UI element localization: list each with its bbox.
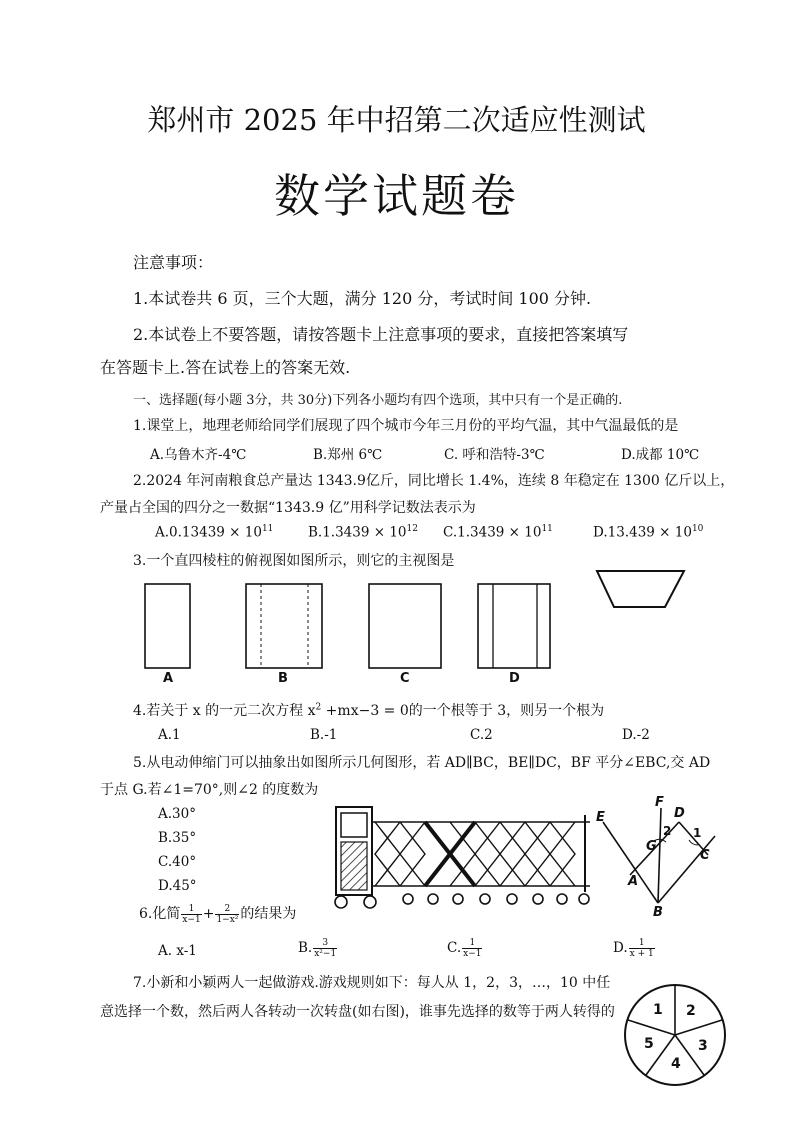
q5-label-angle-2: 2 (663, 824, 672, 838)
q7-stem: 7.小新和小颖两人一起做游戏.游戏规则如下：每人从 1，2，3，…，10 中任 (133, 975, 611, 991)
paper-title: 数学试题卷 (274, 169, 519, 223)
q5-label-angle-1: 1 (693, 826, 702, 840)
spinner-number-1: 1 (653, 1002, 663, 1018)
q3-label-d: D (509, 671, 520, 686)
q4-option-a: A.1 (158, 727, 181, 743)
q5-option-a: A.30° (158, 806, 196, 822)
q5-stem: 5.从电动伸缩门可以抽象出如图所示几何图形，若 AD∥BC，BE∥DC，BF 平分∠EBC,交 AD (133, 755, 711, 771)
q4-option-b: B.-1 (310, 727, 338, 743)
q4-option-c: C.2 (470, 727, 493, 743)
section-heading: 一、选择题(每小题 3分，共 30分)下列各小题均有四个选项，其中只有一个是正确的. (133, 393, 623, 408)
q6-option-c: C. $\frac{1}{x-1}$ (447, 938, 482, 959)
q1-option-b: B.郑州 6℃ (313, 447, 383, 463)
q5-label-c: C (700, 848, 710, 863)
q6-fraction-1: $\frac{1}{x-1}$ (182, 903, 201, 925)
q4-option-d: D.-2 (622, 727, 650, 743)
spinner-number-2: 2 (686, 1003, 696, 1019)
q5-label-a: A (628, 874, 639, 889)
q5-label-e: E (596, 810, 605, 825)
q6-option-b: B. $\frac{3}{\text{x²−1}}$ (298, 938, 337, 959)
q5-option-b: B.35° (158, 830, 197, 846)
q3-stem: 3.一个直四棱柱的俯视图如图所示，则它的主视图是 (133, 553, 455, 569)
q6-fraction-2: $\frac{2}{\text{1−x²}}$ (216, 903, 239, 925)
q1-option-d: D.成都 10℃ (621, 447, 700, 463)
q5-option-c: C.40° (158, 854, 197, 870)
q6-option-a: A. x-1 (158, 943, 197, 959)
exam-title: 郑州市 2025 年中招第二次适应性测试 (147, 103, 646, 137)
q2-stem-cont: 产量占全国的四分之一数据“1343.9 亿”用科学记数法表示为 (100, 500, 476, 516)
note-item-1: 1.本试卷共 6 页，三个大题，满分 120 分，考试时间 100 分钟. (133, 289, 592, 308)
q5-label-d: D (674, 806, 685, 821)
q2-stem: 2.2024 年河南粮食总产量达 1343.9亿斤，同比增长 1.4%，连续 8 年稳定在 1300 亿斤以上， (133, 473, 735, 489)
q2-option-b: $B.1.3439 \times 10^{12}$ (308, 524, 418, 541)
q5-label-b: B (653, 905, 663, 920)
q5-label-f: F (655, 795, 664, 810)
q2-option-d: $D.13.439 \times 10^{10}$ (593, 524, 704, 541)
q2-option-a: $A.0.13439 \times 10^{11}$ (155, 524, 274, 541)
q6-option-d: D. $\frac{1}{x + 1}$ (613, 938, 654, 959)
note-item-2-cont: 在答题卡上.答在试卷上的答案无效. (100, 358, 351, 377)
notes-heading: 注意事项： (133, 253, 214, 272)
q3-label-b: B (278, 671, 288, 686)
q6-stem: 6.化简 $\frac{1}{x-1}$ + $\frac{2}{\text{1−x²}}$ 的结果为 (139, 903, 297, 925)
q7-stem-cont: 意选择一个数，然后两人各转动一次转盘(如右图)，谁事先选择的数等于两人转得的 (100, 1004, 615, 1020)
q3-label-c: C (400, 671, 410, 686)
spinner-number-4: 4 (671, 1056, 681, 1072)
note-item-2: 2.本试卷上不要答题，请按答题卡上注意事项的要求，直接把答案填写 (133, 325, 629, 344)
q5-stem-cont: 于点 G.若∠1=70°,则∠2 的度数为 (100, 782, 319, 798)
q1-option-a: A.乌鲁木齐-4℃ (150, 447, 247, 463)
spinner-number-5: 5 (644, 1036, 654, 1052)
spinner-number-3: 3 (698, 1038, 708, 1054)
q3-label-a: A (163, 671, 174, 686)
q4-stem: 4.若关于 x 的一元二次方程 $x^2 +mx-3 = 0$的一个根等于 3，则另一个根为 (133, 702, 605, 719)
q1-stem: 1.课堂上，地理老师给同学们展现了四个城市今年三月份的平均气温，其中气温最低的是 (133, 418, 679, 434)
q5-option-d: D.45° (158, 878, 197, 894)
q2-option-c: $C.1.3439 \times 10^{11}$ (443, 524, 553, 541)
q5-label-g: G (646, 839, 657, 854)
q1-option-c: C. 呼和浩特-3℃ (444, 447, 545, 463)
